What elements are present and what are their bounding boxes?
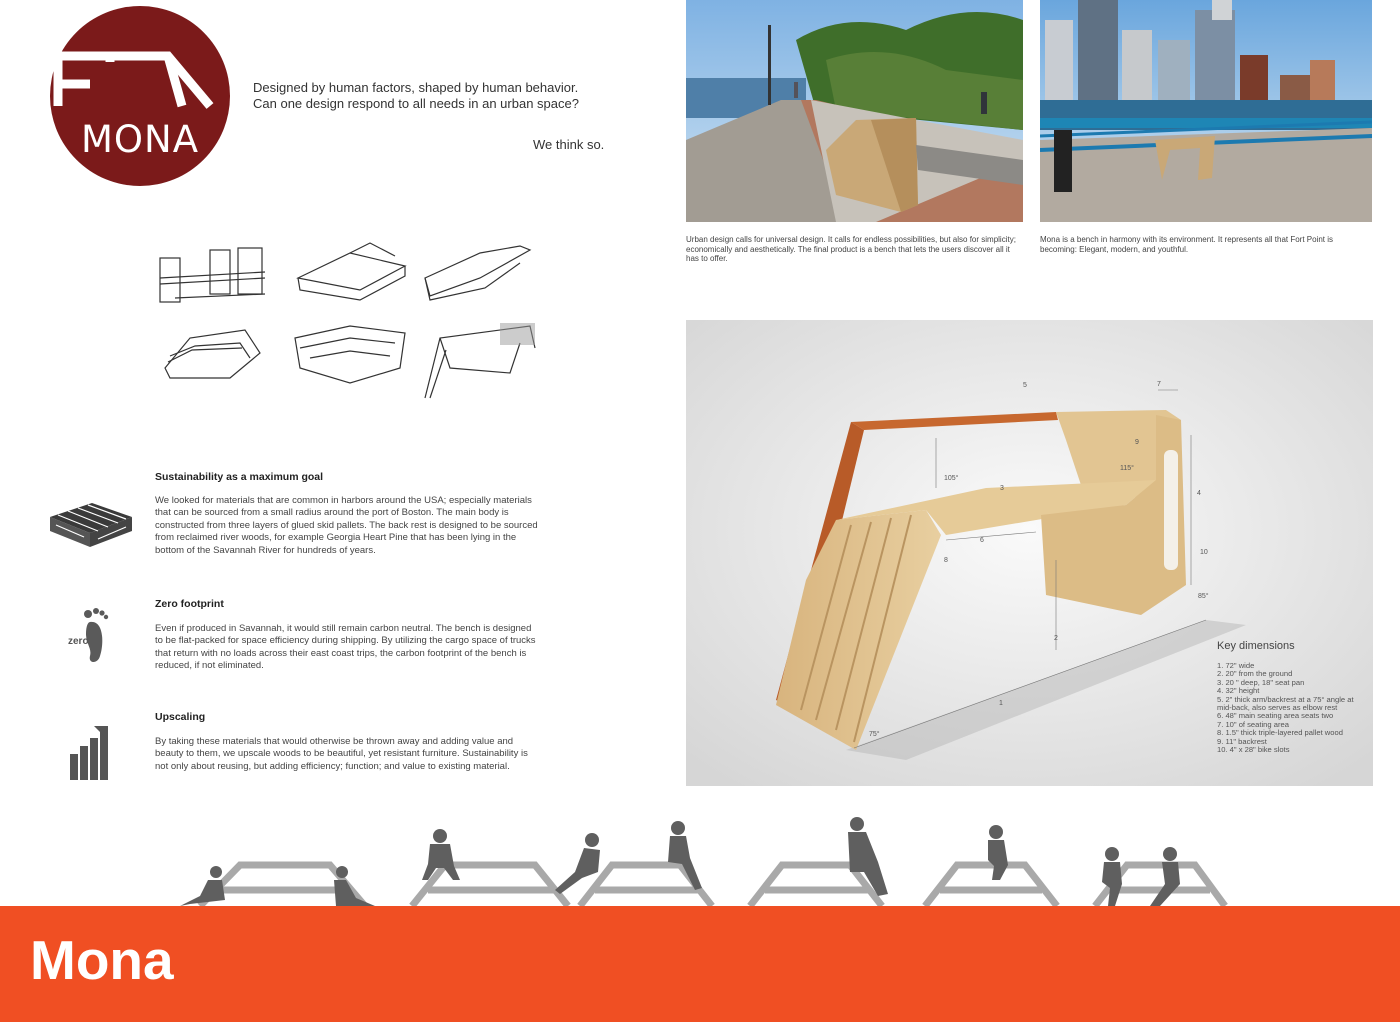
dimension-label-2: 2	[1054, 635, 1058, 642]
city-skyline-photo	[1040, 0, 1372, 222]
concept-sketches	[150, 238, 540, 418]
key-dimension-item: 7. 10" of seating area	[1217, 719, 1289, 729]
dimension-label-10: 10	[1200, 549, 1208, 556]
key-dimension-item: 1. 72" wide	[1217, 661, 1255, 670]
section-body-sustainability: We looked for materials that are common in harbors around the USA; especially materials that can be sourced from a small radius around the port of Boston. The main body is constructed from three layers of glued skid pallets. The back rest is designed to be sourced from reclaimed river woods, for example Georgia Heart Pine that has been lying in the bottom of the Savannah River for hundreds of years.	[155, 495, 538, 556]
key-dimension-item: 2. 20" from the ground	[1217, 669, 1293, 679]
sketch-1	[160, 248, 265, 302]
dimension-label-5: 5	[1023, 382, 1027, 389]
angle-label-75: 75°	[869, 731, 880, 738]
key-dimension-item: 10. 4" x 28" bike slots	[1217, 745, 1290, 755]
key-dimension-item: 4. 32" height	[1217, 686, 1260, 696]
dimension-label-8: 8	[944, 557, 948, 564]
dimension-label-4: 4	[1197, 490, 1201, 497]
title-banner	[0, 906, 1400, 1022]
dimension-label-1: 1	[999, 700, 1003, 707]
angle-label-85: 85°	[1198, 593, 1209, 600]
key-dimension-item: 6. 48" main seating area seats two	[1217, 711, 1334, 721]
bar-chart-icon	[68, 724, 110, 780]
key-dimensions-title: Key dimensions	[1217, 640, 1295, 652]
key-dimensions-list	[1217, 662, 1367, 754]
key-dimension-item: 8. 1.5" thick triple-layered pallet wood	[1217, 728, 1343, 738]
section-title-zero-footprint: Zero footprint	[155, 598, 224, 610]
dimension-label-9: 9	[1135, 439, 1139, 446]
key-dimension-item: 3. 20 " deep, 18" seat pan	[1217, 677, 1305, 687]
tagline	[253, 80, 633, 112]
banner-title: Mona	[30, 929, 174, 991]
key-dimension-item: 5. 2" thick arm/backrest at a 75° angle at mid-back, also serves as elbow rest	[1217, 694, 1354, 713]
photo-caption-1: Urban design calls for universal design. It calls for endless possibilities, but also for simplicity; economically and aesthetically. The final product is a bench that lets the users discover all it has to offer.	[686, 235, 1016, 263]
logo-wordmark: MONA	[80, 118, 200, 161]
photo-caption-2: Mona is a bench in harmony with its environment. It represents all that Fort Point is becoming: Elegant, modern, and youthful.	[1040, 235, 1334, 254]
dimension-label-6: 6	[980, 537, 984, 544]
footprint-icon	[66, 604, 118, 666]
section-body-zero-footprint: Even if produced in Savannah, it would still remain carbon neutral. The bench is designed to be flat-packed for space efficiency during shipping. By utilizing the cargo space of trucks that return with no loads across their east coast trips, the carbon footprint of the bench is reduced, if not eliminated.	[155, 623, 536, 672]
sketch-2	[298, 243, 405, 300]
key-dimension-item: 9. 11" backrest	[1217, 736, 1267, 746]
pallet-icon	[48, 497, 134, 547]
sketch-5	[295, 326, 405, 383]
section-body-upscaling: By taking these materials that would otherwise be thrown away and adding value and beauty to them, we upscale woods to be beautiful, yet resistant furniture. Sustainability is not only about reusing, but adding efficiency; function; and value to existing material.	[155, 736, 528, 772]
tagline-answer: We think so.	[533, 137, 605, 152]
section-title-sustainability: Sustainability as a maximum goal	[155, 471, 324, 483]
bench-usage-silhouettes	[150, 810, 1250, 910]
dimension-label-7: 7	[1157, 381, 1161, 388]
tagline-line-1: Designed by human factors, shaped by human behavior.	[253, 80, 579, 95]
waterfront-walkway-photo	[686, 0, 1023, 222]
section-title-upscaling: Upscaling	[155, 711, 206, 723]
footprint-icon-label: zero	[68, 636, 89, 647]
angle-label-115: 115°	[1120, 465, 1134, 472]
tagline-line-2: Can one design respond to all needs in an urban space?	[253, 96, 579, 111]
sketch-4	[165, 330, 260, 378]
angle-label-105: 105°	[944, 475, 959, 482]
sketch-3	[425, 246, 530, 300]
dimension-label-3: 3	[1000, 485, 1004, 492]
